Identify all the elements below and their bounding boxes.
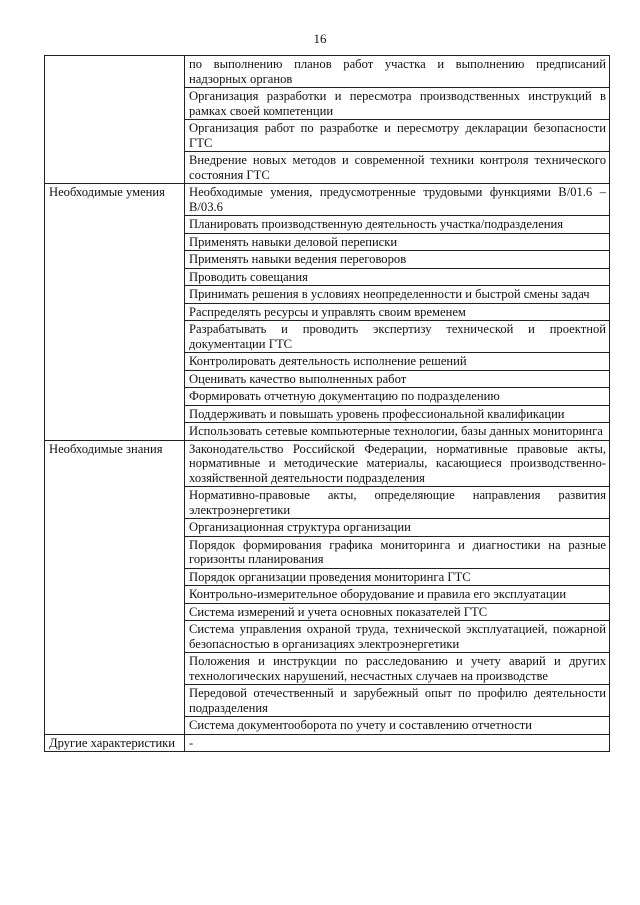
requirement-item: Распределять ресурсы и управлять своим временем xyxy=(185,303,610,321)
requirement-item: Формировать отчетную документацию по подразделению xyxy=(185,388,610,406)
requirement-item: Порядок формирования графика мониторинга и диагностики на разные горизонты планирования xyxy=(185,536,610,568)
requirement-item: Система измерений и учета основных показателей ГТС xyxy=(185,603,610,621)
requirement-item: Система документооборота по учету и составлению отчетности xyxy=(185,717,610,735)
requirement-item: Контрольно-измерительное оборудование и правила его эксплуатации xyxy=(185,586,610,604)
requirement-item: Применять навыки ведения переговоров xyxy=(185,251,610,269)
requirement-item: Контролировать деятельность исполнение решений xyxy=(185,353,610,371)
table-row xyxy=(45,440,610,487)
requirement-item: Применять навыки деловой переписки xyxy=(185,233,610,251)
requirement-item: Проводить совещания xyxy=(185,268,610,286)
requirement-item: Нормативно-правовые акты, определяющие направления развития электроэнергетики xyxy=(185,487,610,519)
requirement-item: Система управления охраной труда, технической эксплуатацией, пожарной безопасностью в организациях электроэнергетики xyxy=(185,621,610,653)
table-body xyxy=(45,56,610,752)
requirement-item: Положения и инструкции по расследованию и учету аварий и других технологических нарушений, несчастных случаев на производстве xyxy=(185,653,610,685)
table-row xyxy=(45,734,610,752)
requirement-item: Порядок организации проведения мониторинга ГТС xyxy=(185,568,610,586)
requirement-item: по выполнению планов работ участка и выполнению предписаний надзорных органов xyxy=(185,56,610,88)
requirement-item: Законодательство Российской Федерации, нормативные правовые акты, нормативные и методические материалы, касающиеся производственно-хозяйственной деятельности подразделения xyxy=(185,440,610,487)
requirement-item: Организационная структура организации xyxy=(185,519,610,537)
requirement-item: Поддерживать и повышать уровень профессиональной квалификации xyxy=(185,405,610,423)
table-row xyxy=(45,56,610,88)
page-number: 16 xyxy=(313,31,327,46)
section-label: Необходимые умения xyxy=(45,184,185,441)
requirement-item: Организация разработки и пересмотра производственных инструкций в рамках своей компетенции xyxy=(185,88,610,120)
requirement-item: Разрабатывать и проводить экспертизу технической и проектной документации ГТС xyxy=(185,321,610,353)
requirement-item: Внедрение новых методов и современной техники контроля технического состояния ГТС xyxy=(185,152,610,184)
requirement-item: Необходимые умения, предусмотренные трудовыми функциями В/01.6 – В/03.6 xyxy=(185,184,610,216)
table-row xyxy=(45,184,610,216)
section-label xyxy=(45,56,185,184)
requirement-item: Передовой отечественный и зарубежный опыт по профилю деятельности подразделения xyxy=(185,685,610,717)
requirement-item: Планировать производственную деятельность участка/подразделения xyxy=(185,216,610,234)
requirement-item: - xyxy=(185,734,610,752)
section-label: Необходимые знания xyxy=(45,440,185,734)
requirement-item: Принимать решения в условиях неопределенности и быстрой смены задач xyxy=(185,286,610,304)
section-label: Другие характеристики xyxy=(45,734,185,752)
requirement-item: Использовать сетевые компьютерные технологии, базы данных мониторинга xyxy=(185,423,610,441)
qualification-table xyxy=(44,55,610,752)
requirement-item: Организация работ по разработке и пересмотру декларации безопасности ГТС xyxy=(185,120,610,152)
requirement-item: Оценивать качество выполненных работ xyxy=(185,370,610,388)
